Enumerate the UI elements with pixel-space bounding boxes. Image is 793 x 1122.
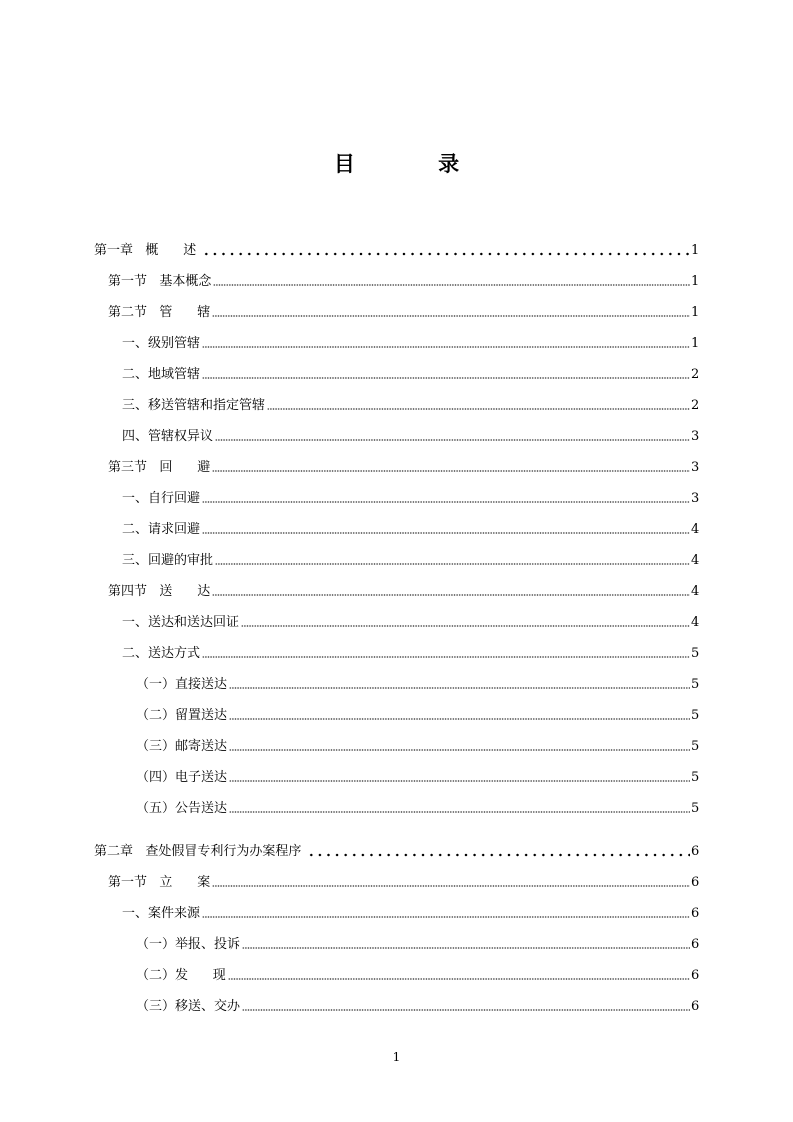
dot-leader xyxy=(202,531,690,535)
dot-leader xyxy=(202,252,690,256)
toc-entry[interactable] xyxy=(94,610,699,632)
toc-entry-label: （二）发 现 xyxy=(136,968,226,983)
dot-leader xyxy=(215,562,690,566)
page-title: 目 录 xyxy=(333,152,498,176)
toc-entry-label: 第二节 管 辖 xyxy=(108,305,211,320)
dot-leader xyxy=(241,624,690,628)
toc-entry-label: 四、管辖权异议 xyxy=(122,429,214,444)
toc-entry-label: 第一节 基本概念 xyxy=(108,274,212,289)
toc-entry[interactable] xyxy=(94,994,699,1016)
toc-entry[interactable] xyxy=(94,703,699,725)
dot-leader xyxy=(242,946,690,950)
toc-entry-page: 5 xyxy=(691,801,700,816)
toc-entry-label: 第一节 立 案 xyxy=(108,875,211,890)
toc-entry-page: 1 xyxy=(691,336,700,351)
toc-entry[interactable] xyxy=(94,269,699,291)
toc-entry-page: 2 xyxy=(691,367,700,382)
toc-entry-label: 第三节 回 避 xyxy=(108,460,211,475)
toc-entry-label: （三）邮寄送达 xyxy=(136,739,228,754)
toc-entry[interactable] xyxy=(94,765,699,787)
toc-entry-label: 二、送达方式 xyxy=(122,646,201,661)
toc-entry[interactable] xyxy=(94,579,699,601)
toc-entry-label: 三、回避的审批 xyxy=(122,553,214,568)
toc-entry[interactable] xyxy=(94,393,699,415)
dot-leader xyxy=(202,376,690,380)
dot-leader xyxy=(267,407,690,411)
toc-entry-page: 6 xyxy=(691,968,700,983)
toc-entry[interactable] xyxy=(94,870,699,892)
toc-entry-label: 一、案件来源 xyxy=(122,906,201,921)
toc-entry[interactable] xyxy=(94,963,699,985)
toc-entry-label: 一、送达和送达回证 xyxy=(122,615,240,630)
toc-entry-label: 二、地域管辖 xyxy=(122,367,201,382)
toc-entry-page: 5 xyxy=(691,646,700,661)
toc-entry[interactable] xyxy=(94,932,699,954)
toc-entry-page: 6 xyxy=(691,844,700,859)
toc-entry-page: 1 xyxy=(691,243,700,258)
toc-entry-label: 一、自行回避 xyxy=(122,491,201,506)
dot-leader xyxy=(229,748,690,752)
toc-entry-page: 3 xyxy=(691,460,700,475)
toc-entry-label: 第四节 送 达 xyxy=(108,584,211,599)
toc-entry[interactable] xyxy=(94,672,699,694)
toc-entry[interactable] xyxy=(94,734,699,756)
dot-leader xyxy=(229,686,690,690)
toc-entry[interactable] xyxy=(94,331,699,353)
toc-entry-label: （二）留置送达 xyxy=(136,708,228,723)
toc-entry-page: 4 xyxy=(691,584,700,599)
toc-chapter-entry[interactable] xyxy=(94,839,699,861)
toc-entry-page: 5 xyxy=(691,708,700,723)
dot-leader xyxy=(229,779,690,783)
toc-entry-page: 3 xyxy=(691,429,700,444)
toc-entry[interactable] xyxy=(94,641,699,663)
dot-leader xyxy=(212,593,690,597)
dot-leader xyxy=(202,655,690,659)
toc-entry-page: 3 xyxy=(691,491,700,506)
toc-entry-label: （四）电子送达 xyxy=(136,770,228,785)
toc-entry-label: （一）直接送达 xyxy=(136,677,228,692)
dot-leader xyxy=(202,345,690,349)
toc-entry[interactable] xyxy=(94,486,699,508)
toc-entry-label: 一、级别管辖 xyxy=(122,336,201,351)
dot-leader xyxy=(212,469,690,473)
toc-entry-page: 5 xyxy=(691,770,700,785)
toc-entry-page: 4 xyxy=(691,615,700,630)
toc-entry-label: 第二章 查处假冒专利行为办案程序 xyxy=(94,844,302,859)
toc-entry-page: 6 xyxy=(691,999,700,1014)
toc-entry-label: （一）举报、投诉 xyxy=(136,937,241,952)
toc-entry-label: （五）公告送达 xyxy=(136,801,228,816)
toc-entry-page: 6 xyxy=(691,906,700,921)
toc-entry[interactable] xyxy=(94,455,699,477)
toc-entry[interactable] xyxy=(94,517,699,539)
dot-leader xyxy=(215,438,690,442)
toc-entry-page: 1 xyxy=(691,305,700,320)
toc-entry[interactable] xyxy=(94,796,699,818)
dot-leader xyxy=(202,500,690,504)
dot-leader xyxy=(213,283,690,287)
toc-entry-label: （三）移送、交办 xyxy=(136,999,241,1014)
toc-entry[interactable] xyxy=(94,548,699,570)
dot-leader xyxy=(229,717,690,721)
toc-entry-page: 6 xyxy=(691,875,700,890)
toc-entry-page: 1 xyxy=(691,274,700,289)
dot-leader xyxy=(228,977,690,981)
toc-entry-label: 二、请求回避 xyxy=(122,522,201,537)
dot-leader xyxy=(212,314,690,318)
toc-entry-page: 4 xyxy=(691,522,700,537)
dot-leader xyxy=(202,915,690,919)
toc-entry[interactable] xyxy=(94,362,699,384)
dot-leader xyxy=(229,810,690,814)
dot-leader xyxy=(242,1008,690,1012)
toc-entry[interactable] xyxy=(94,300,699,322)
toc-entry-label: 三、移送管辖和指定管辖 xyxy=(122,398,266,413)
toc-entry-page: 5 xyxy=(691,677,700,692)
toc-entry-page: 6 xyxy=(691,937,700,952)
toc-entry-page: 2 xyxy=(691,398,700,413)
dot-leader xyxy=(212,884,690,888)
toc-chapter-entry[interactable] xyxy=(94,238,699,260)
toc-entry-label: 第一章 概 述 xyxy=(94,243,197,258)
toc-entry-page: 5 xyxy=(691,739,700,754)
toc-entry[interactable] xyxy=(94,901,699,923)
page-number: 1 xyxy=(392,1050,401,1064)
toc-entry[interactable] xyxy=(94,424,699,446)
toc-entry-page: 4 xyxy=(691,553,700,568)
dot-leader xyxy=(307,853,690,857)
